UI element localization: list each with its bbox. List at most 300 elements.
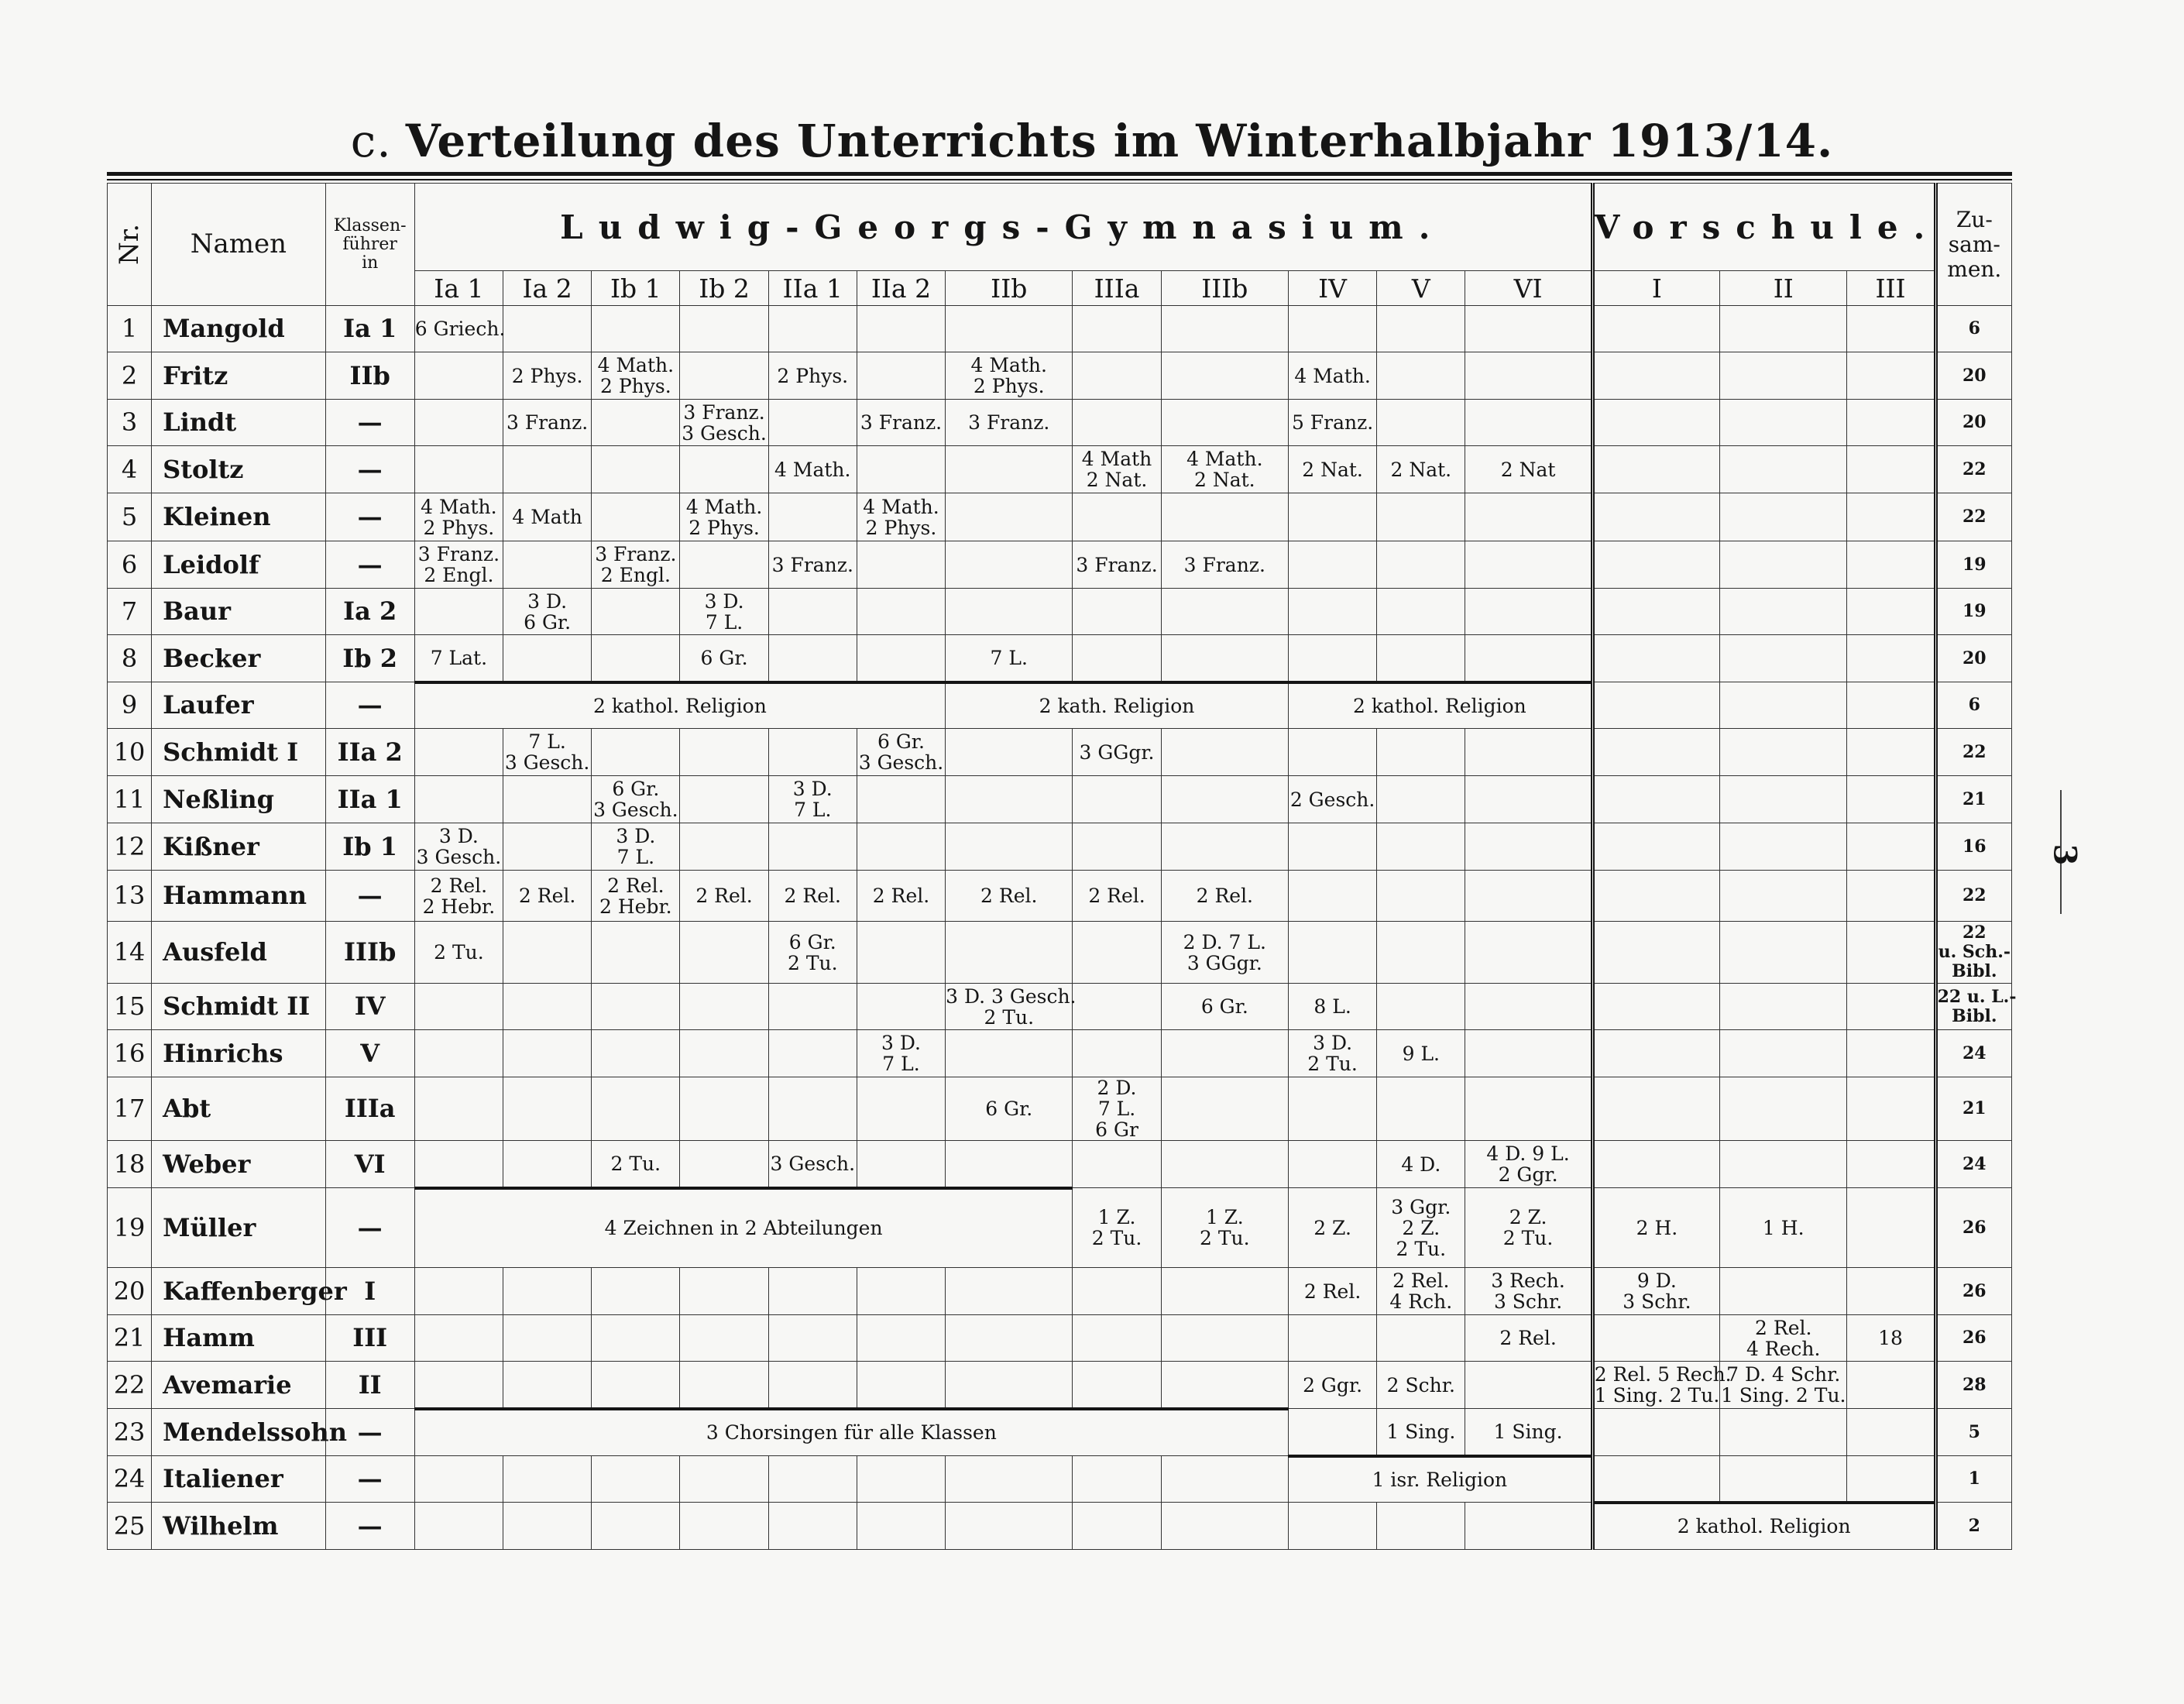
schedule-cell bbox=[857, 1030, 945, 1077]
header-gymnasium: Ludwig-Georgs-Gymnasium. bbox=[414, 184, 1592, 271]
schedule-cell bbox=[768, 400, 857, 446]
row-number: 8 bbox=[108, 635, 152, 682]
schedule-cell bbox=[414, 1456, 503, 1503]
class-header-gym: IIIb bbox=[1161, 271, 1288, 306]
total-line: 2 bbox=[1968, 1515, 1980, 1536]
schedule-cell bbox=[1592, 1456, 1719, 1503]
cell-line: 1 H. bbox=[1762, 1216, 1805, 1239]
schedule-cell bbox=[503, 1077, 592, 1141]
schedule-cell bbox=[1161, 446, 1288, 493]
schedule-cell bbox=[1592, 1141, 1719, 1188]
schedule-cell bbox=[680, 306, 768, 352]
cell-line: 3 Franz. bbox=[1076, 553, 1158, 576]
schedule-cell bbox=[592, 589, 680, 635]
schedule-cell bbox=[503, 984, 592, 1030]
row-total bbox=[1935, 823, 2011, 871]
schedule-cell bbox=[1465, 823, 1592, 871]
row-number: 14 bbox=[108, 922, 152, 984]
schedule-cell bbox=[503, 1315, 592, 1362]
schedule-cell bbox=[1161, 1456, 1288, 1503]
row-total bbox=[1935, 1188, 2011, 1268]
schedule-cell bbox=[414, 446, 503, 493]
schedule-cell bbox=[1073, 1030, 1161, 1077]
cell-line: 1 Sing. 2 Tu. bbox=[1720, 1384, 1846, 1407]
schedule-cell bbox=[1288, 446, 1376, 493]
table-row bbox=[108, 1456, 2012, 1503]
schedule-cell bbox=[1288, 871, 1376, 922]
total-line: 19 bbox=[1963, 554, 1987, 575]
schedule-cell bbox=[1592, 493, 1719, 541]
total-line: Bibl. bbox=[1952, 1005, 1997, 1026]
schedule-cell bbox=[680, 1268, 768, 1315]
teacher-name: Müller bbox=[152, 1188, 325, 1268]
schedule-cell bbox=[1720, 589, 1847, 635]
teacher-name: Ausfeld bbox=[152, 922, 325, 984]
schedule-cell bbox=[768, 1503, 857, 1550]
header-vorschule: Vorschule. bbox=[1592, 184, 1935, 271]
cell-line: 3 Franz. bbox=[506, 411, 589, 434]
schedule-cell bbox=[1720, 682, 1847, 729]
class-leader: — bbox=[325, 493, 414, 541]
schedule-cell bbox=[1847, 1409, 1935, 1456]
schedule-cell bbox=[414, 922, 503, 984]
total-line: 5 bbox=[1968, 1421, 1980, 1442]
schedule-cell bbox=[1161, 541, 1288, 589]
schedule-cell bbox=[1377, 306, 1465, 352]
cell-line: 4 Rch. bbox=[1389, 1290, 1453, 1313]
schedule-cell bbox=[1377, 1077, 1465, 1141]
schedule-cell bbox=[1465, 1409, 1592, 1456]
teacher-name: Schmidt II bbox=[152, 984, 325, 1030]
schedule-cell bbox=[680, 1141, 768, 1188]
schedule-cell bbox=[1592, 1409, 1719, 1456]
table-row bbox=[108, 1503, 2012, 1550]
schedule-cell bbox=[1377, 352, 1465, 400]
cell-line: 2 Tu. bbox=[434, 941, 484, 964]
subject-span: 2 kathol. Religion bbox=[1288, 682, 1592, 729]
schedule-cell bbox=[1377, 446, 1465, 493]
schedule-cell bbox=[414, 493, 503, 541]
schedule-cell bbox=[1592, 1188, 1719, 1268]
schedule-cell bbox=[1720, 1141, 1847, 1188]
schedule-cell bbox=[414, 400, 503, 446]
schedule-cell bbox=[680, 922, 768, 984]
schedule-cell bbox=[414, 1362, 503, 1409]
cell-line: 4 Math. bbox=[970, 354, 1047, 376]
cell-line: 3 Franz. bbox=[1183, 553, 1265, 576]
cell-line: 4 Math. bbox=[774, 458, 851, 481]
cell-line: 2 Z. bbox=[1402, 1216, 1441, 1239]
schedule-cell bbox=[592, 635, 680, 682]
schedule-cell bbox=[768, 635, 857, 682]
schedule-cell bbox=[1161, 1030, 1288, 1077]
schedule-cell bbox=[768, 871, 857, 922]
schedule-cell bbox=[1592, 823, 1719, 871]
schedule-cell bbox=[1592, 922, 1719, 984]
schedule-cell bbox=[1377, 541, 1465, 589]
total-line: 28 bbox=[1963, 1374, 1987, 1395]
cell-line: 3 D. bbox=[1313, 1032, 1353, 1054]
schedule-cell bbox=[768, 1456, 857, 1503]
cell-line: 3 Rech. bbox=[1491, 1269, 1565, 1292]
teacher-name: Avemarie bbox=[152, 1362, 325, 1409]
cell-line: 3 Schr. bbox=[1623, 1290, 1691, 1313]
schedule-cell bbox=[1161, 1077, 1288, 1141]
row-total bbox=[1935, 493, 2011, 541]
cell-line: 4 Math. bbox=[1294, 364, 1371, 387]
schedule-cell bbox=[1592, 682, 1719, 729]
schedule-cell bbox=[680, 1315, 768, 1362]
row-total bbox=[1935, 1409, 2011, 1456]
class-leader: VI bbox=[325, 1141, 414, 1188]
cell-line: 2 Tu. bbox=[1396, 1237, 1447, 1260]
cell-line: 3 GGgr. bbox=[1186, 951, 1262, 974]
schedule-cell bbox=[946, 352, 1073, 400]
schedule-cell bbox=[592, 400, 680, 446]
table-row bbox=[108, 541, 2012, 589]
schedule-cell bbox=[1288, 635, 1376, 682]
schedule-cell bbox=[1847, 493, 1935, 541]
schedule-cell bbox=[946, 871, 1073, 922]
schedule-cell bbox=[1377, 1315, 1465, 1362]
schedule-cell bbox=[1377, 984, 1465, 1030]
schedule-cell bbox=[1592, 1315, 1719, 1362]
schedule-cell bbox=[1847, 729, 1935, 776]
row-number: 24 bbox=[108, 1456, 152, 1503]
schedule-cell bbox=[1465, 1030, 1592, 1077]
schedule-cell bbox=[1720, 306, 1847, 352]
schedule-cell bbox=[1377, 400, 1465, 446]
table-row bbox=[108, 446, 2012, 493]
class-header-gym: IV bbox=[1288, 271, 1376, 306]
cell-line: 2 Schr. bbox=[1386, 1373, 1455, 1397]
schedule-cell bbox=[857, 589, 945, 635]
schedule-cell bbox=[946, 493, 1073, 541]
schedule-cell bbox=[592, 1503, 680, 1550]
schedule-cell bbox=[503, 446, 592, 493]
row-total bbox=[1935, 1141, 2011, 1188]
schedule-cell bbox=[857, 1456, 945, 1503]
schedule-cell bbox=[1847, 922, 1935, 984]
schedule-cell bbox=[1377, 1141, 1465, 1188]
schedule-cell bbox=[592, 871, 680, 922]
cell-line: 2 Rel. bbox=[430, 874, 488, 897]
teacher-name: Wilhelm bbox=[152, 1503, 325, 1550]
teacher-name: Stoltz bbox=[152, 446, 325, 493]
teacher-name: Fritz bbox=[152, 352, 325, 400]
schedule-cell bbox=[946, 446, 1073, 493]
schedule-cell bbox=[1847, 635, 1935, 682]
teacher-name: Kaffenberger bbox=[152, 1268, 325, 1315]
schedule-cell bbox=[1288, 306, 1376, 352]
cell-line: 2 Ggr. bbox=[1498, 1163, 1558, 1186]
cell-line: 2 Rel. bbox=[1755, 1316, 1812, 1339]
class-header-gym: Ia 1 bbox=[414, 271, 503, 306]
schedule-cell bbox=[1377, 1188, 1465, 1268]
cell-line: 1 Z. bbox=[1205, 1206, 1244, 1228]
row-total bbox=[1935, 922, 2011, 984]
schedule-cell bbox=[1073, 541, 1161, 589]
schedule-cell bbox=[1465, 922, 1592, 984]
schedule-cell bbox=[1465, 446, 1592, 493]
schedule-cell bbox=[503, 823, 592, 871]
cell-line: 2 Tu. bbox=[1091, 1227, 1142, 1249]
cell-line: 7 L. bbox=[990, 646, 1028, 669]
schedule-cell bbox=[1847, 1315, 1935, 1362]
schedule-cell bbox=[1288, 1030, 1376, 1077]
schedule-cell bbox=[414, 1030, 503, 1077]
schedule-cell bbox=[503, 1456, 592, 1503]
class-leader: — bbox=[325, 1503, 414, 1550]
schedule-cell bbox=[768, 729, 857, 776]
teacher-name: Hammann bbox=[152, 871, 325, 922]
teacher-name: Lindt bbox=[152, 400, 325, 446]
schedule-cell bbox=[768, 1268, 857, 1315]
schedule-cell bbox=[503, 635, 592, 682]
schedule-cell bbox=[592, 1456, 680, 1503]
schedule-cell bbox=[1720, 493, 1847, 541]
schedule-cell bbox=[1847, 823, 1935, 871]
schedule-cell bbox=[857, 400, 945, 446]
schedule-cell bbox=[414, 635, 503, 682]
schedule-cell bbox=[857, 871, 945, 922]
cell-line: 2 D. bbox=[1097, 1077, 1137, 1099]
schedule-cell bbox=[1073, 1315, 1161, 1362]
cell-line: 2 Phys. bbox=[511, 364, 583, 387]
class-leader: — bbox=[325, 400, 414, 446]
schedule-cell bbox=[1720, 922, 1847, 984]
row-number: 16 bbox=[108, 1030, 152, 1077]
schedule-cell bbox=[768, 776, 857, 823]
table-row bbox=[108, 352, 2012, 400]
cell-line: 2 Phys. bbox=[865, 516, 937, 539]
schedule-cell bbox=[414, 1268, 503, 1315]
schedule-cell bbox=[680, 541, 768, 589]
cell-line: 2 Rel. bbox=[1392, 1269, 1450, 1292]
schedule-cell bbox=[1847, 1268, 1935, 1315]
cell-line: 2 Phys. bbox=[777, 364, 849, 387]
schedule-cell bbox=[768, 1315, 857, 1362]
schedule-cell bbox=[1465, 1141, 1592, 1188]
schedule-cell bbox=[1465, 306, 1592, 352]
schedule-cell bbox=[414, 871, 503, 922]
schedule-cell bbox=[768, 541, 857, 589]
teacher-name: Kleinen bbox=[152, 493, 325, 541]
row-number: 18 bbox=[108, 1141, 152, 1188]
cell-line: 2 Rel. bbox=[1088, 885, 1145, 907]
row-number: 10 bbox=[108, 729, 152, 776]
teacher-name: Italiener bbox=[152, 1456, 325, 1503]
schedule-cell bbox=[1073, 823, 1161, 871]
schedule-cell bbox=[1288, 400, 1376, 446]
schedule-cell bbox=[857, 1315, 945, 1362]
schedule-cell bbox=[1592, 541, 1719, 589]
row-total bbox=[1935, 635, 2011, 682]
cell-line: 3 Gesch. bbox=[682, 421, 767, 445]
schedule-cell bbox=[592, 493, 680, 541]
class-leader: — bbox=[325, 682, 414, 729]
schedule-cell bbox=[768, 493, 857, 541]
schedule-cell bbox=[1288, 823, 1376, 871]
schedule-cell bbox=[857, 776, 945, 823]
total-line: 22 bbox=[1963, 459, 1987, 479]
class-leader: — bbox=[325, 541, 414, 589]
schedule-cell bbox=[1288, 1268, 1376, 1315]
cell-line: 2 Nat bbox=[1500, 458, 1556, 481]
schedule-cell bbox=[1161, 871, 1288, 922]
teacher-name: Baur bbox=[152, 589, 325, 635]
row-total bbox=[1935, 1456, 2011, 1503]
cell-line: 3 D. bbox=[704, 589, 744, 613]
total-line: 21 bbox=[1963, 788, 1987, 809]
schedule-cell bbox=[1720, 871, 1847, 922]
cell-line: 2 Rel. bbox=[695, 885, 753, 907]
schedule-cell bbox=[592, 776, 680, 823]
cell-line: 4 Math bbox=[512, 506, 582, 528]
schedule-cell bbox=[1288, 493, 1376, 541]
row-total bbox=[1935, 1077, 2011, 1141]
row-total bbox=[1935, 1030, 2011, 1077]
cell-line: 8 L. bbox=[1313, 995, 1351, 1018]
schedule-cell bbox=[1847, 682, 1935, 729]
schedule-cell bbox=[1847, 1141, 1935, 1188]
schedule-cell bbox=[1720, 541, 1847, 589]
schedule-cell bbox=[1720, 446, 1847, 493]
class-leader: IIIb bbox=[325, 922, 414, 984]
class-header-gym: IIb bbox=[946, 271, 1073, 306]
cell-line: 2 Rel. bbox=[607, 874, 664, 897]
schedule-cell bbox=[857, 1268, 945, 1315]
schedule-cell bbox=[1288, 776, 1376, 823]
row-number: 5 bbox=[108, 493, 152, 541]
class-header-gym: VI bbox=[1465, 271, 1592, 306]
schedule-cell bbox=[1288, 1315, 1376, 1362]
cell-line: 6 Gr. bbox=[985, 1098, 1033, 1120]
schedule-cell bbox=[857, 922, 945, 984]
table-row bbox=[108, 1268, 2012, 1315]
cell-line: 2 Rel. bbox=[872, 885, 930, 907]
teacher-name: Leidolf bbox=[152, 541, 325, 589]
row-total bbox=[1935, 776, 2011, 823]
schedule-cell bbox=[1720, 1268, 1847, 1315]
schedule-cell bbox=[1288, 589, 1376, 635]
schedule-cell bbox=[1592, 1362, 1732, 1409]
total-line: u. Sch.- bbox=[1938, 942, 2011, 962]
schedule-cell bbox=[1847, 1188, 1935, 1268]
schedule-cell bbox=[1465, 776, 1592, 823]
schedule-cell bbox=[1847, 871, 1935, 922]
schedule-cell bbox=[1720, 776, 1847, 823]
cell-line: 7 Lat. bbox=[430, 646, 488, 669]
schedule-cell bbox=[1465, 1503, 1592, 1550]
class-leader: II bbox=[325, 1362, 414, 1409]
header-nr: Nr. bbox=[108, 184, 152, 306]
cell-line: 2 Phys. bbox=[689, 516, 760, 539]
schedule-cell bbox=[1161, 823, 1288, 871]
teacher-name: Abt bbox=[152, 1077, 325, 1141]
schedule-cell bbox=[680, 1077, 768, 1141]
page-title bbox=[0, 115, 2184, 167]
schedule-cell bbox=[1465, 1077, 1592, 1141]
row-total bbox=[1935, 1315, 2011, 1362]
schedule-cell bbox=[1592, 1030, 1719, 1077]
title-prefix: c. bbox=[350, 115, 392, 167]
schedule-cell bbox=[1720, 729, 1847, 776]
teacher-name: Mendelssohn bbox=[152, 1409, 325, 1456]
schedule-cell bbox=[1161, 729, 1288, 776]
schedule-cell bbox=[592, 1030, 680, 1077]
cell-line: 6 Gr. bbox=[1200, 995, 1248, 1018]
cell-line: 18 bbox=[1878, 1327, 1903, 1349]
schedule-cell bbox=[680, 776, 768, 823]
schedule-cell bbox=[592, 1315, 680, 1362]
schedule-cell bbox=[1465, 635, 1592, 682]
schedule-cell bbox=[592, 823, 680, 871]
schedule-cell bbox=[1288, 1077, 1376, 1141]
schedule-cell bbox=[1720, 400, 1847, 446]
cell-line: 4 Math. bbox=[863, 495, 939, 518]
class-header-vorschule: III bbox=[1847, 271, 1935, 306]
class-leader: I bbox=[325, 1268, 414, 1315]
cell-line: 1 Sing. 2 Tu. bbox=[1594, 1384, 1720, 1407]
title-text: Verteilung des Unterrichts im Winterhalbjahr 1913/14. bbox=[405, 115, 1834, 167]
cell-line: 2 Rel. bbox=[784, 885, 841, 907]
schedule-cell bbox=[946, 589, 1073, 635]
cell-line: 2 Engl. bbox=[600, 564, 671, 586]
cell-line: 1 Sing. bbox=[1386, 1420, 1456, 1443]
schedule-cell bbox=[592, 446, 680, 493]
cell-line: 2 Engl. bbox=[424, 564, 494, 586]
schedule-cell bbox=[768, 589, 857, 635]
cell-line: 3 Franz. bbox=[771, 553, 853, 576]
schedule-cell bbox=[857, 1141, 945, 1188]
class-header-gym: Ia 2 bbox=[503, 271, 592, 306]
row-number: 21 bbox=[108, 1315, 152, 1362]
row-total bbox=[1935, 306, 2011, 352]
cell-line: 3 Schr. bbox=[1493, 1290, 1563, 1313]
class-header-gym: V bbox=[1377, 271, 1465, 306]
cell-line: 2 Hebr. bbox=[422, 895, 496, 918]
class-leader: IIIa bbox=[325, 1077, 414, 1141]
schedule-cell bbox=[1720, 1077, 1847, 1141]
schedule-cell bbox=[1847, 446, 1935, 493]
schedule-cell bbox=[1161, 1141, 1288, 1188]
schedule-cell bbox=[1161, 400, 1288, 446]
schedule-cell bbox=[1465, 352, 1592, 400]
schedule-cell bbox=[946, 635, 1073, 682]
schedule-cell bbox=[1073, 400, 1161, 446]
schedule-cell bbox=[1720, 823, 1847, 871]
class-leader: III bbox=[325, 1315, 414, 1362]
cell-line: 2 Nat. bbox=[1302, 458, 1363, 481]
row-total bbox=[1935, 1362, 2011, 1409]
schedule-cell bbox=[857, 1503, 945, 1550]
cell-line: 3 Gesch. bbox=[416, 846, 502, 868]
schedule-cell bbox=[1288, 984, 1376, 1030]
total-line: 16 bbox=[1963, 836, 1987, 857]
cell-line: 4 Math. bbox=[685, 495, 763, 518]
schedule-cell bbox=[857, 729, 945, 776]
class-header-vorschule: II bbox=[1720, 271, 1847, 306]
page-number: 3 bbox=[2046, 843, 2083, 866]
schedule-cell bbox=[414, 306, 506, 352]
schedule-cell bbox=[1377, 729, 1465, 776]
schedule-cell bbox=[857, 635, 945, 682]
schedule-cell bbox=[592, 352, 680, 400]
row-number: 20 bbox=[108, 1268, 152, 1315]
schedule-cell bbox=[946, 1315, 1073, 1362]
schedule-cell bbox=[946, 400, 1073, 446]
